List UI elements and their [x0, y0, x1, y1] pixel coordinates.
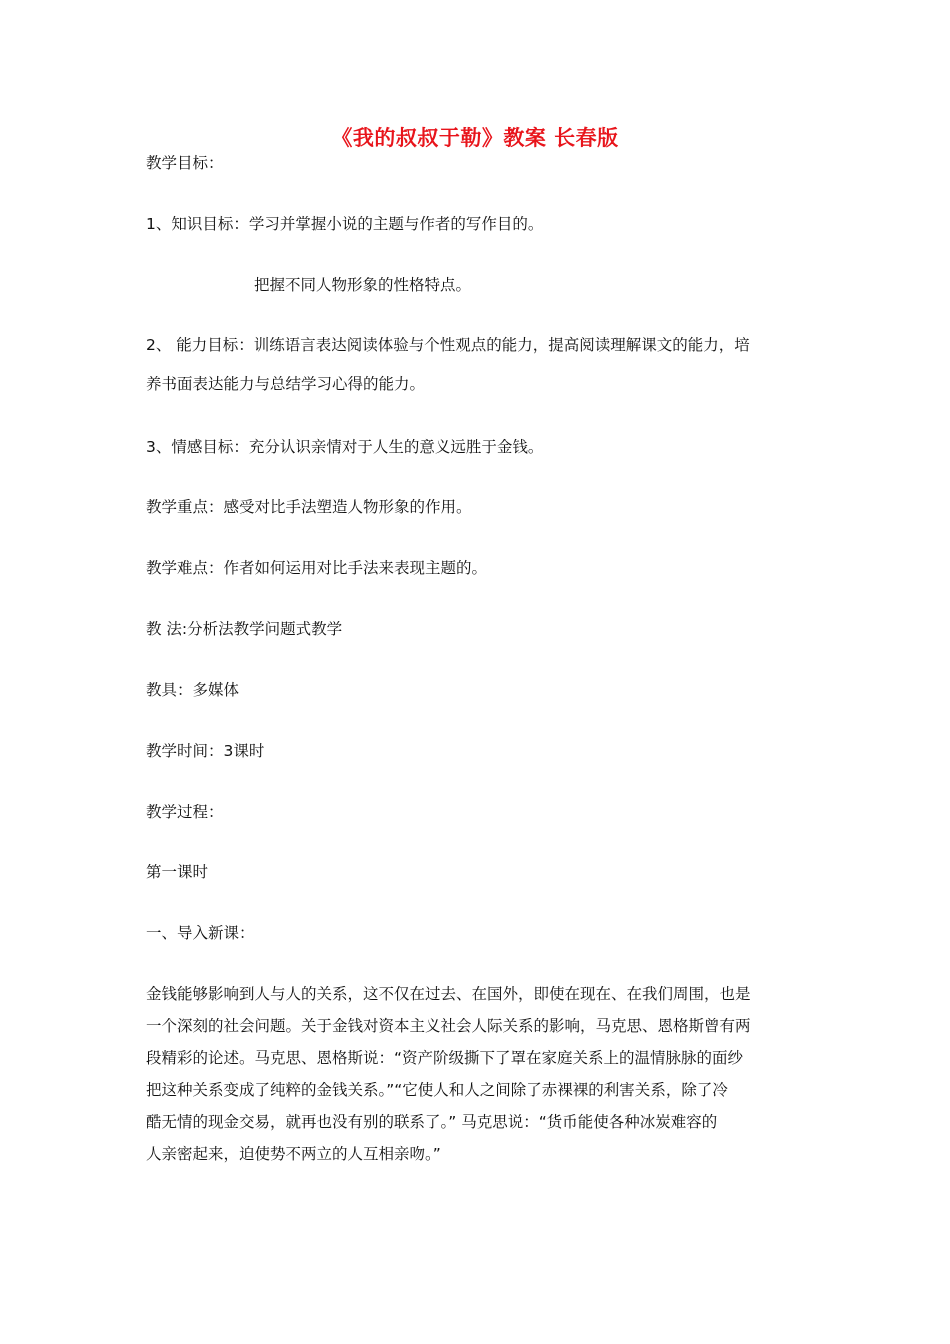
paragraph-line: 一个深刻的社会问题。关于金钱对资本主义社会人际关系的影响，马克思、恩格斯曾有两 [146, 1017, 751, 1035]
teaching-time: 教学时间：3课时 [146, 742, 265, 760]
key-point: 教学重点：感受对比手法塑造人物形象的作用。 [146, 498, 472, 516]
intro-paragraph [146, 978, 810, 1170]
paragraph-line: 人亲密起来，迫使势不两立的人互相亲吻。” [146, 1145, 441, 1163]
objective-ability-continued: 养书面表达能力与总结学习心得的能力。 [146, 375, 426, 393]
objective-knowledge: 1、知识目标：学习并掌握小说的主题与作者的写作目的。 [146, 215, 544, 233]
paragraph-line: 把这种关系变成了纯粹的金钱关系。”“它使人和人之间除了赤裸裸的利害关系，除了冷 [146, 1081, 728, 1099]
intro-heading: 一、导入新课： [146, 924, 255, 942]
objective-knowledge-continued: 把握不同人物形象的性格特点。 [254, 276, 472, 294]
paragraph-line: 金钱能够影响到人与人的关系，这不仅在过去、在国外，即使在现在、在我们周围，也是 [146, 985, 751, 1003]
objectives-heading: 教学目标： [146, 154, 224, 172]
objective-ability: 2、 能力目标：训练语言表达阅读体验与个性观点的能力，提高阅读理解课文的能力，培 [146, 336, 750, 354]
teaching-tools: 教具：多媒体 [146, 681, 240, 699]
difficulty: 教学难点：作者如何运用对比手法来表现主题的。 [146, 559, 488, 577]
process-heading: 教学过程： [146, 803, 224, 821]
lesson-heading: 第一课时 [146, 863, 209, 881]
paragraph-line: 酷无情的现金交易，就再也没有别的联系了。” 马克思说：“货币能使各种冰炭难容的 [146, 1113, 718, 1131]
teaching-method: 教 法:分析法教学问题式教学 [146, 620, 343, 638]
document-title: 《我的叔叔于勒》教案 长春版 [331, 126, 619, 150]
paragraph-line: 段精彩的论述。马克思、恩格斯说：“资产阶级撕下了罩在家庭关系上的温情脉脉的面纱 [146, 1049, 744, 1067]
objective-emotion: 3、情感目标：充分认识亲情对于人生的意义远胜于金钱。 [146, 438, 544, 456]
